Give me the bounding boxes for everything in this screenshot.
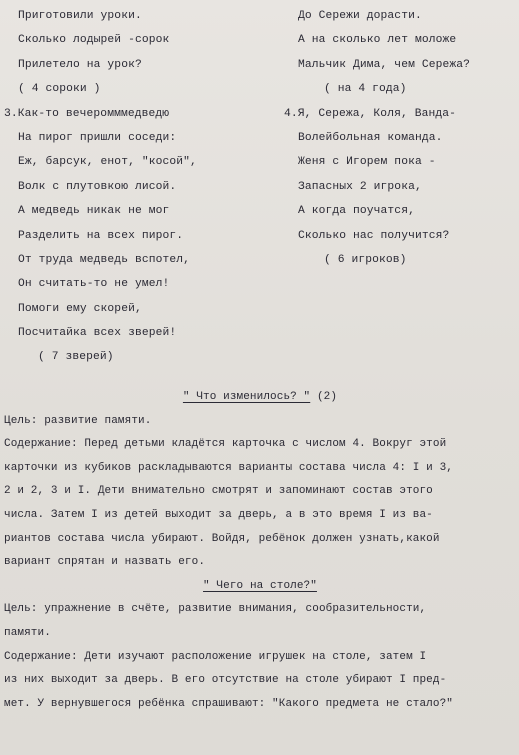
right-column [284, 4, 516, 272]
verse-line: Женя с Игорем пока - [298, 156, 436, 169]
game-1-content-line: риантов состава числа убирают. Войдя, ребёнок должен узнать,какой [4, 532, 440, 545]
game-2-goal-line: памяти. [4, 626, 51, 639]
game-1-content-line: 2 и 2, 3 и I. Дети внимательно смотрят и запоминают состав этого [4, 485, 433, 498]
verse-line: Волк с плутовкою лисой. [18, 180, 177, 193]
game-1-heading [4, 386, 516, 410]
puzzle-answer: ( 4 сороки ) [18, 83, 101, 96]
puzzle-answer: ( 6 игроков) [324, 253, 407, 266]
verse-line: От труда медведь вспотел, [18, 253, 190, 266]
game-1-content-line: вариант спрятан и назвать его. [4, 556, 206, 569]
verse-line: А когда поучатся, [298, 205, 415, 218]
puzzle-answer: ( 7 зверей) [38, 351, 114, 364]
verse-line: На пирог пришли соседи: [18, 131, 177, 144]
game-2-goal-line: Цель: упражнение в счёте, развитие внимания, сообразительности, [4, 603, 427, 616]
verse-line: А на сколько лет моложе [298, 34, 457, 47]
verse-line: Сколько нас получится? [298, 229, 450, 242]
game-2-title: " Чего на столе?" [203, 579, 317, 592]
game-1-number: (2) [316, 391, 338, 403]
puzzle-3-title: 3.Как-то вечеромммедведю [4, 107, 170, 120]
verse-line: Приготовили уроки. [18, 10, 142, 22]
verse-line: Он считать-то не умел! [18, 278, 170, 291]
game-2-content-line: мет. У вернувшегося ребёнка спрашивают: "Какого предмета не стало?" [4, 697, 453, 710]
verse-line: Еж, барсук, енот, "косой", [18, 156, 197, 169]
verse-line: Прилетело на урок? [18, 58, 142, 71]
puzzle-4-title: 4.Я, Сережа, Коля, Ванда- [284, 107, 456, 120]
game-1-content-line: числа. Затем I из детей выходит за дверь, а в это время I из ва- [4, 508, 433, 521]
verse-line: Запасных 2 игрока, [298, 180, 422, 193]
game-1-content-line: Содержание: Перед детьми кладётся карточка с числом 4. Вокруг этой [4, 438, 447, 451]
verse-line: Разделить на всех пирог. [18, 229, 184, 242]
verse-line: Посчитайка всех зверей! [18, 327, 177, 340]
verse-line: Сколько лодырей -сорок [18, 34, 170, 47]
puzzle-answer: ( на 4 года) [324, 83, 407, 96]
left-column [4, 4, 272, 370]
verse-line: До Сережи дорасти. [298, 10, 422, 22]
verse-line: Волейбольная команда. [298, 131, 443, 144]
game-1-goal: Цель: развитие памяти. [4, 414, 152, 427]
game-2-content-line: Содержание: Дети изучают расположение игрушек на столе, затем I [4, 650, 427, 663]
verse-line: А медведь никак не мог [18, 205, 170, 218]
game-1-content-line: карточки из кубиков раскладываются варианты состава числа 4: I и 3, [4, 461, 453, 474]
game-1-title: " Что изменилось? " [182, 391, 311, 403]
game-2-content-line: из них выходит за дверь. В его отсутствие на столе убирают I пред- [4, 674, 447, 687]
verse-line: Помоги ему скорей, [18, 302, 142, 315]
verse-line: Мальчик Дима, чем Сережа? [298, 58, 470, 71]
game-2-heading [4, 575, 516, 599]
games-section [4, 386, 516, 716]
